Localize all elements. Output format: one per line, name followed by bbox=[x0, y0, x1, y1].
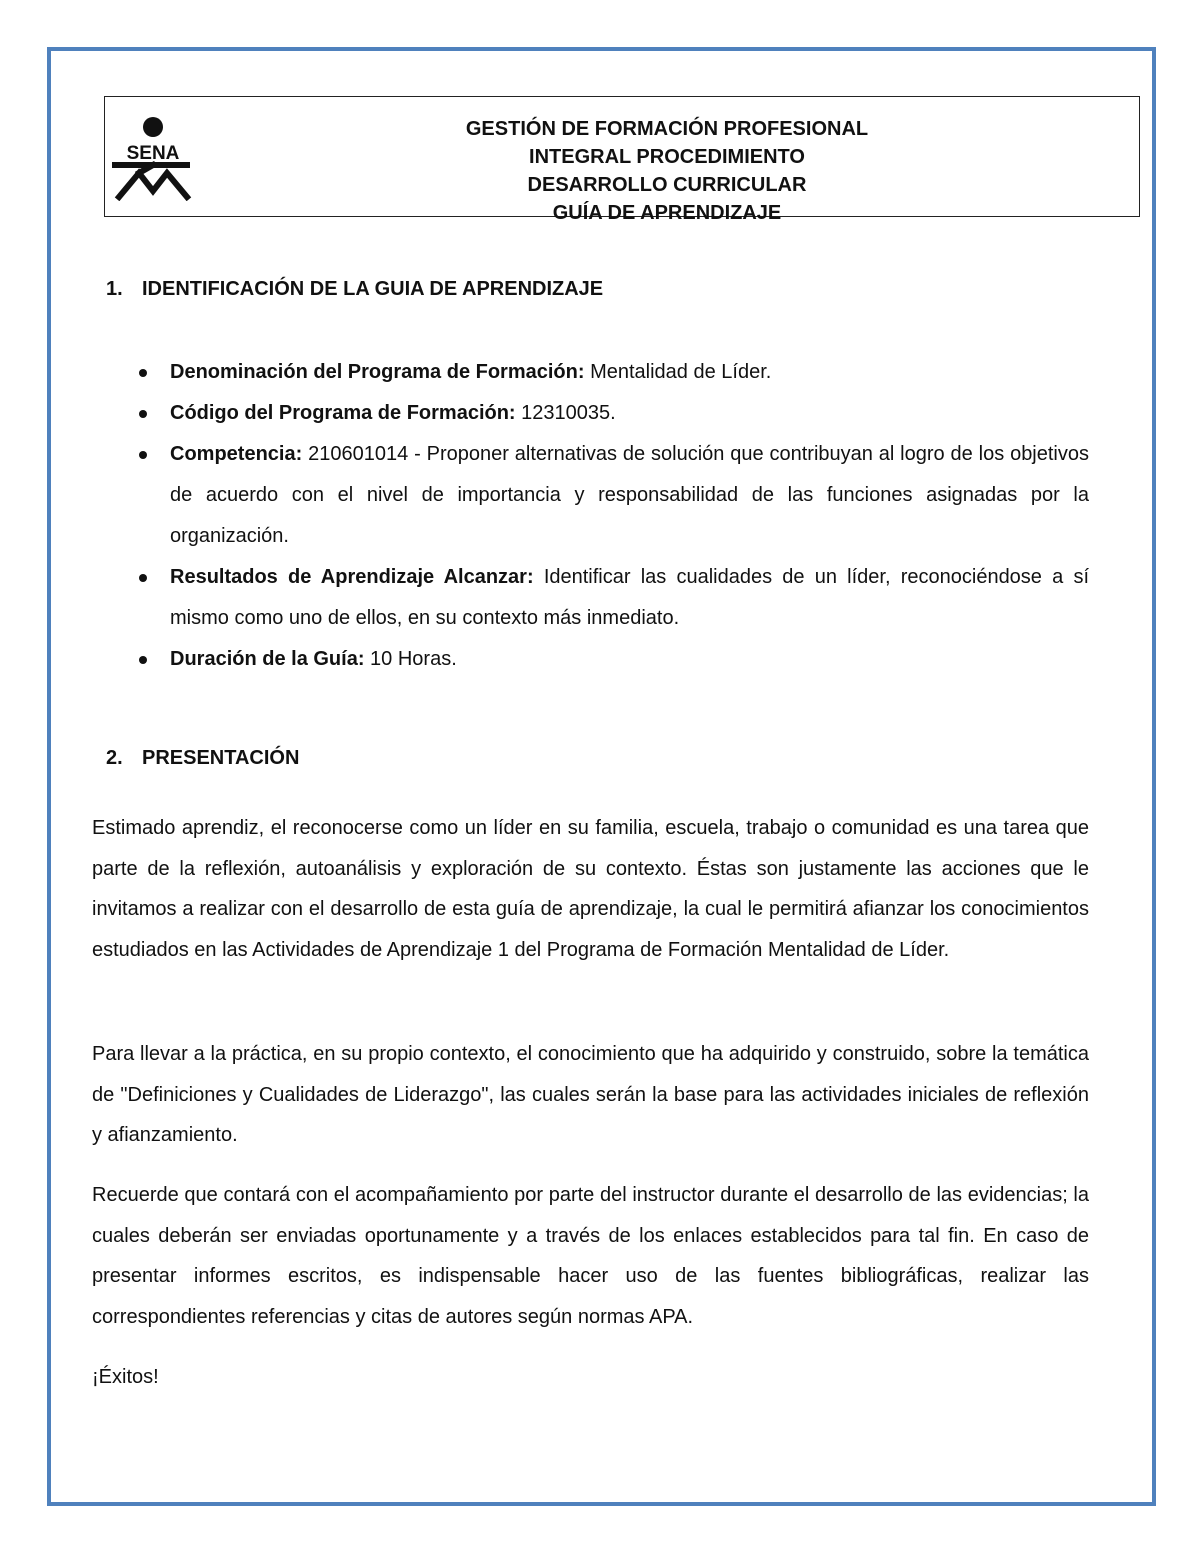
section-2-number: 2. bbox=[106, 747, 123, 769]
header-line-1: GESTIÓN DE FORMACIÓN PROFESIONAL bbox=[465, 118, 869, 140]
header-line-4: GUÍA DE APRENDIZAJE bbox=[552, 202, 782, 224]
section-1-title: IDENTIFICACIÓN DE LA GUIA DE APRENDIZAJE bbox=[142, 278, 604, 300]
item-value: Mentalidad de Líder. bbox=[584, 361, 772, 383]
item-value: 12310035. bbox=[515, 402, 616, 424]
list-item bbox=[170, 352, 1089, 393]
sena-logo bbox=[109, 115, 197, 201]
list-item bbox=[170, 434, 1089, 557]
item-label: Denominación del Programa de Formación: bbox=[170, 361, 585, 383]
item-label: Competencia: bbox=[170, 443, 303, 465]
section-1-heading bbox=[106, 276, 603, 302]
list-item bbox=[170, 393, 1089, 434]
paragraph-practice: Para llevar a la práctica, en su propio contexto, el conocimiento que ha adquirido y construido, sobre la temática de "Definiciones y Cualidades de Liderazgo", las cuales serán la base para las actividades iniciales de reflexión y afianzamiento. bbox=[92, 1043, 1089, 1146]
sena-logo-text: SENA bbox=[126, 143, 180, 164]
header-line-3: DESARROLLO CURRICULAR bbox=[527, 174, 807, 196]
header-title bbox=[215, 115, 1119, 227]
list-item bbox=[170, 557, 1089, 639]
paragraph-reminder: Recuerde que contará con el acompañamiento por parte del instructor durante el desarrollo de las evidencias; la cuales deberán ser enviadas oportunamente y a través de los enlaces establecidos para tal fin. En caso de presentar informes escritos, es indispensable hacer uso de las fuentes bibliográficas, realizar las correspondientes referencias y citas de autores según normas APA. bbox=[92, 1184, 1089, 1328]
paragraph-closing: ¡Éxitos! bbox=[92, 1366, 159, 1388]
item-value: 210601014 - Proponer alternativas de solución que contribuyan al logro de los objetivos de acuerdo con el nivel de importancia y responsabilidad de las funciones asignadas por la organización. bbox=[170, 443, 1089, 547]
item-value: Identificar las cualidades de un líder, reconociéndose a sí mismo como uno de ellos, en su contexto más inmediato. bbox=[170, 566, 1089, 629]
list-item bbox=[170, 639, 1089, 680]
paragraph-intro: Estimado aprendiz, el reconocerse como un líder en su familia, escuela, trabajo o comunidad es una tarea que parte de la reflexión, autoanálisis y exploración de su contexto. Éstas son justamente las acciones que le invitamos a realizar con el desarrollo de esta guía de aprendizaje, la cual le permitirá afianzar los conocimientos estudiados en las Actividades de Aprendizaje 1 del Programa de Formación Mentalidad de Líder. bbox=[92, 817, 1089, 961]
item-value: 10 Horas. bbox=[364, 648, 457, 670]
item-label: Código del Programa de Formación: bbox=[170, 402, 516, 424]
section-1-number: 1. bbox=[106, 278, 123, 300]
header-line-2: INTEGRAL PROCEDIMIENTO bbox=[529, 146, 805, 168]
item-label: Resultados de Aprendizaje Alcanzar: bbox=[170, 566, 534, 588]
section-2-title: PRESENTACIÓN bbox=[142, 747, 300, 769]
identification-list bbox=[170, 352, 1089, 680]
section-2-heading bbox=[106, 745, 299, 771]
item-label: Duración de la Guía: bbox=[170, 648, 365, 670]
document-header bbox=[104, 96, 1140, 224]
